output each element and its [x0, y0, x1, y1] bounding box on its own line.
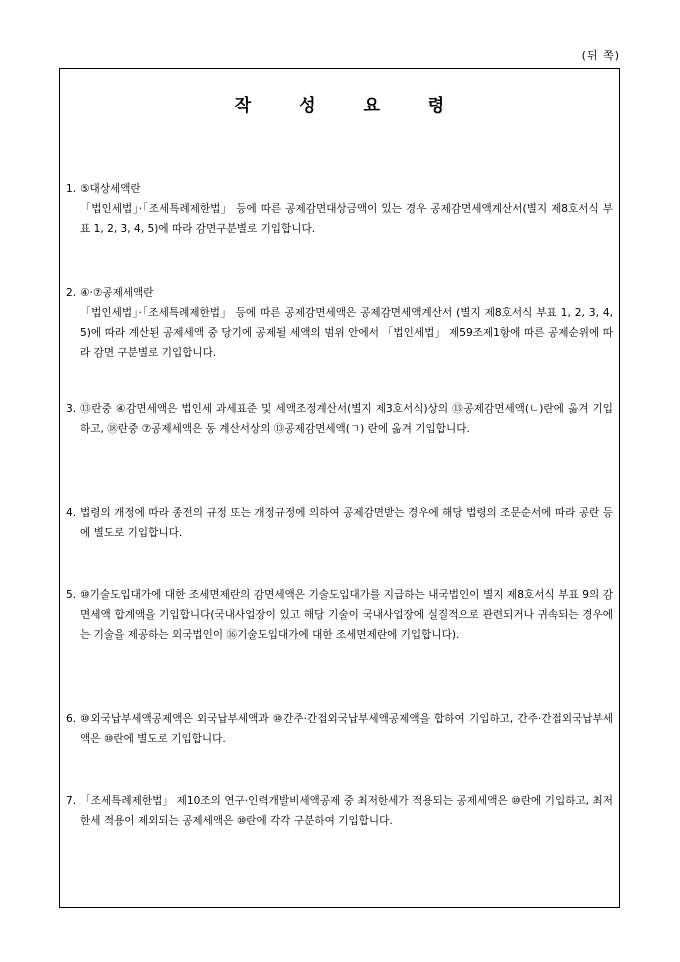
- instruction-item-5: [66, 585, 613, 645]
- item-content: [80, 709, 613, 749]
- item-content: [80, 791, 613, 831]
- instruction-item-3: [66, 399, 613, 439]
- item-heading: ④·⑦공제세액란: [80, 287, 154, 299]
- item-content: [80, 283, 613, 363]
- item-text: ⑩기술도입대가에 대한 조세면제란의 감면세액은 기술도입대가를 지급하는 내국법인이 별지 제8호서식 부표 9의 감면세액 합계액을 기입합니다(국내사업장이 있고 해당 기술이 국내사업장에 실질적으로 관련되거나 귀속되는 경우에는 기술을 제공하는 외국법인이 ⑯기술도입대가에 대한 조세면제란에 기입합니다).: [80, 589, 613, 641]
- instructions-box: [59, 68, 620, 908]
- item-text: ⑩외국납부세액공제액은 외국납부세액과 ⑩간주·간접외국납부세액공제액을 합하여 기입하고, 간주·간접외국납부세액은 ⑩란에 별도로 기입합니다.: [80, 713, 613, 745]
- item-content: [80, 399, 613, 439]
- item-content: [80, 503, 613, 543]
- item-content: [80, 585, 613, 645]
- item-text: 「조세특례제한법」 제10조의 연구·인력개발비세액공제 중 최저한세가 적용되는 공제세액은 ⑩란에 기입하고, 최저한세 적용이 제외되는 공제세액은 ⑩란에 각각 구분하여 기입합니다.: [80, 795, 613, 827]
- item-number: 6.: [66, 713, 77, 725]
- instruction-item-2: [66, 283, 613, 363]
- page-side-label: (뒤 쪽): [581, 49, 620, 62]
- item-number: 2.: [66, 287, 77, 299]
- item-number: 4.: [66, 507, 77, 519]
- item-heading: ⑤대상세액란: [80, 183, 141, 195]
- item-text: 「법인세법」·「조세특례제한법」 등에 따른 공제감면대상금액이 있는 경우 공제감면세액계산서(별지 제8호서식 부표 1, 2, 3, 4, 5)에 따라 감면구분별로 기입합니다.: [80, 203, 613, 235]
- item-content: [80, 179, 613, 239]
- item-text: 법령의 개정에 따라 종전의 규정 또는 개정규정에 의하여 공제감면받는 경우에 해당 법령의 조문순서에 따라 공란 등에 별도로 기입합니다.: [80, 507, 613, 539]
- item-number: 7.: [66, 795, 77, 807]
- item-number: 5.: [66, 589, 77, 601]
- page-title: 작 성 요 령: [234, 96, 466, 116]
- instruction-item-1: [66, 179, 613, 239]
- instruction-item-7: [66, 791, 613, 831]
- item-number: 3.: [66, 403, 77, 415]
- item-text: 「법인세법」·「조세특례제한법」 등에 따른 공제감면세액은 공제감면세액계산서 (별지 제8호서식 부표 1, 2, 3, 4, 5)에 따라 계산된 공제세액 중 당기에 공제될 세액의 범위 안에서 「법인세법」 제59조제1항에 따른 공제순위에 따라 감면 구분별로 기입합니다.: [80, 307, 613, 359]
- instruction-item-6: [66, 709, 613, 749]
- instruction-item-4: [66, 503, 613, 543]
- item-text: ⑬란중 ④감면세액은 법인세 과세표준 및 세액조정계산서(별지 제3호서식)상의 ⑬공제감면세액(ㄴ)란에 옮겨 기입하고, ⑱란중 ⑦공제세액은 동 계산서상의 ⑬공제감면세액(ㄱ) 란에 옮겨 기입합니다.: [80, 403, 613, 435]
- item-number: 1.: [66, 183, 77, 195]
